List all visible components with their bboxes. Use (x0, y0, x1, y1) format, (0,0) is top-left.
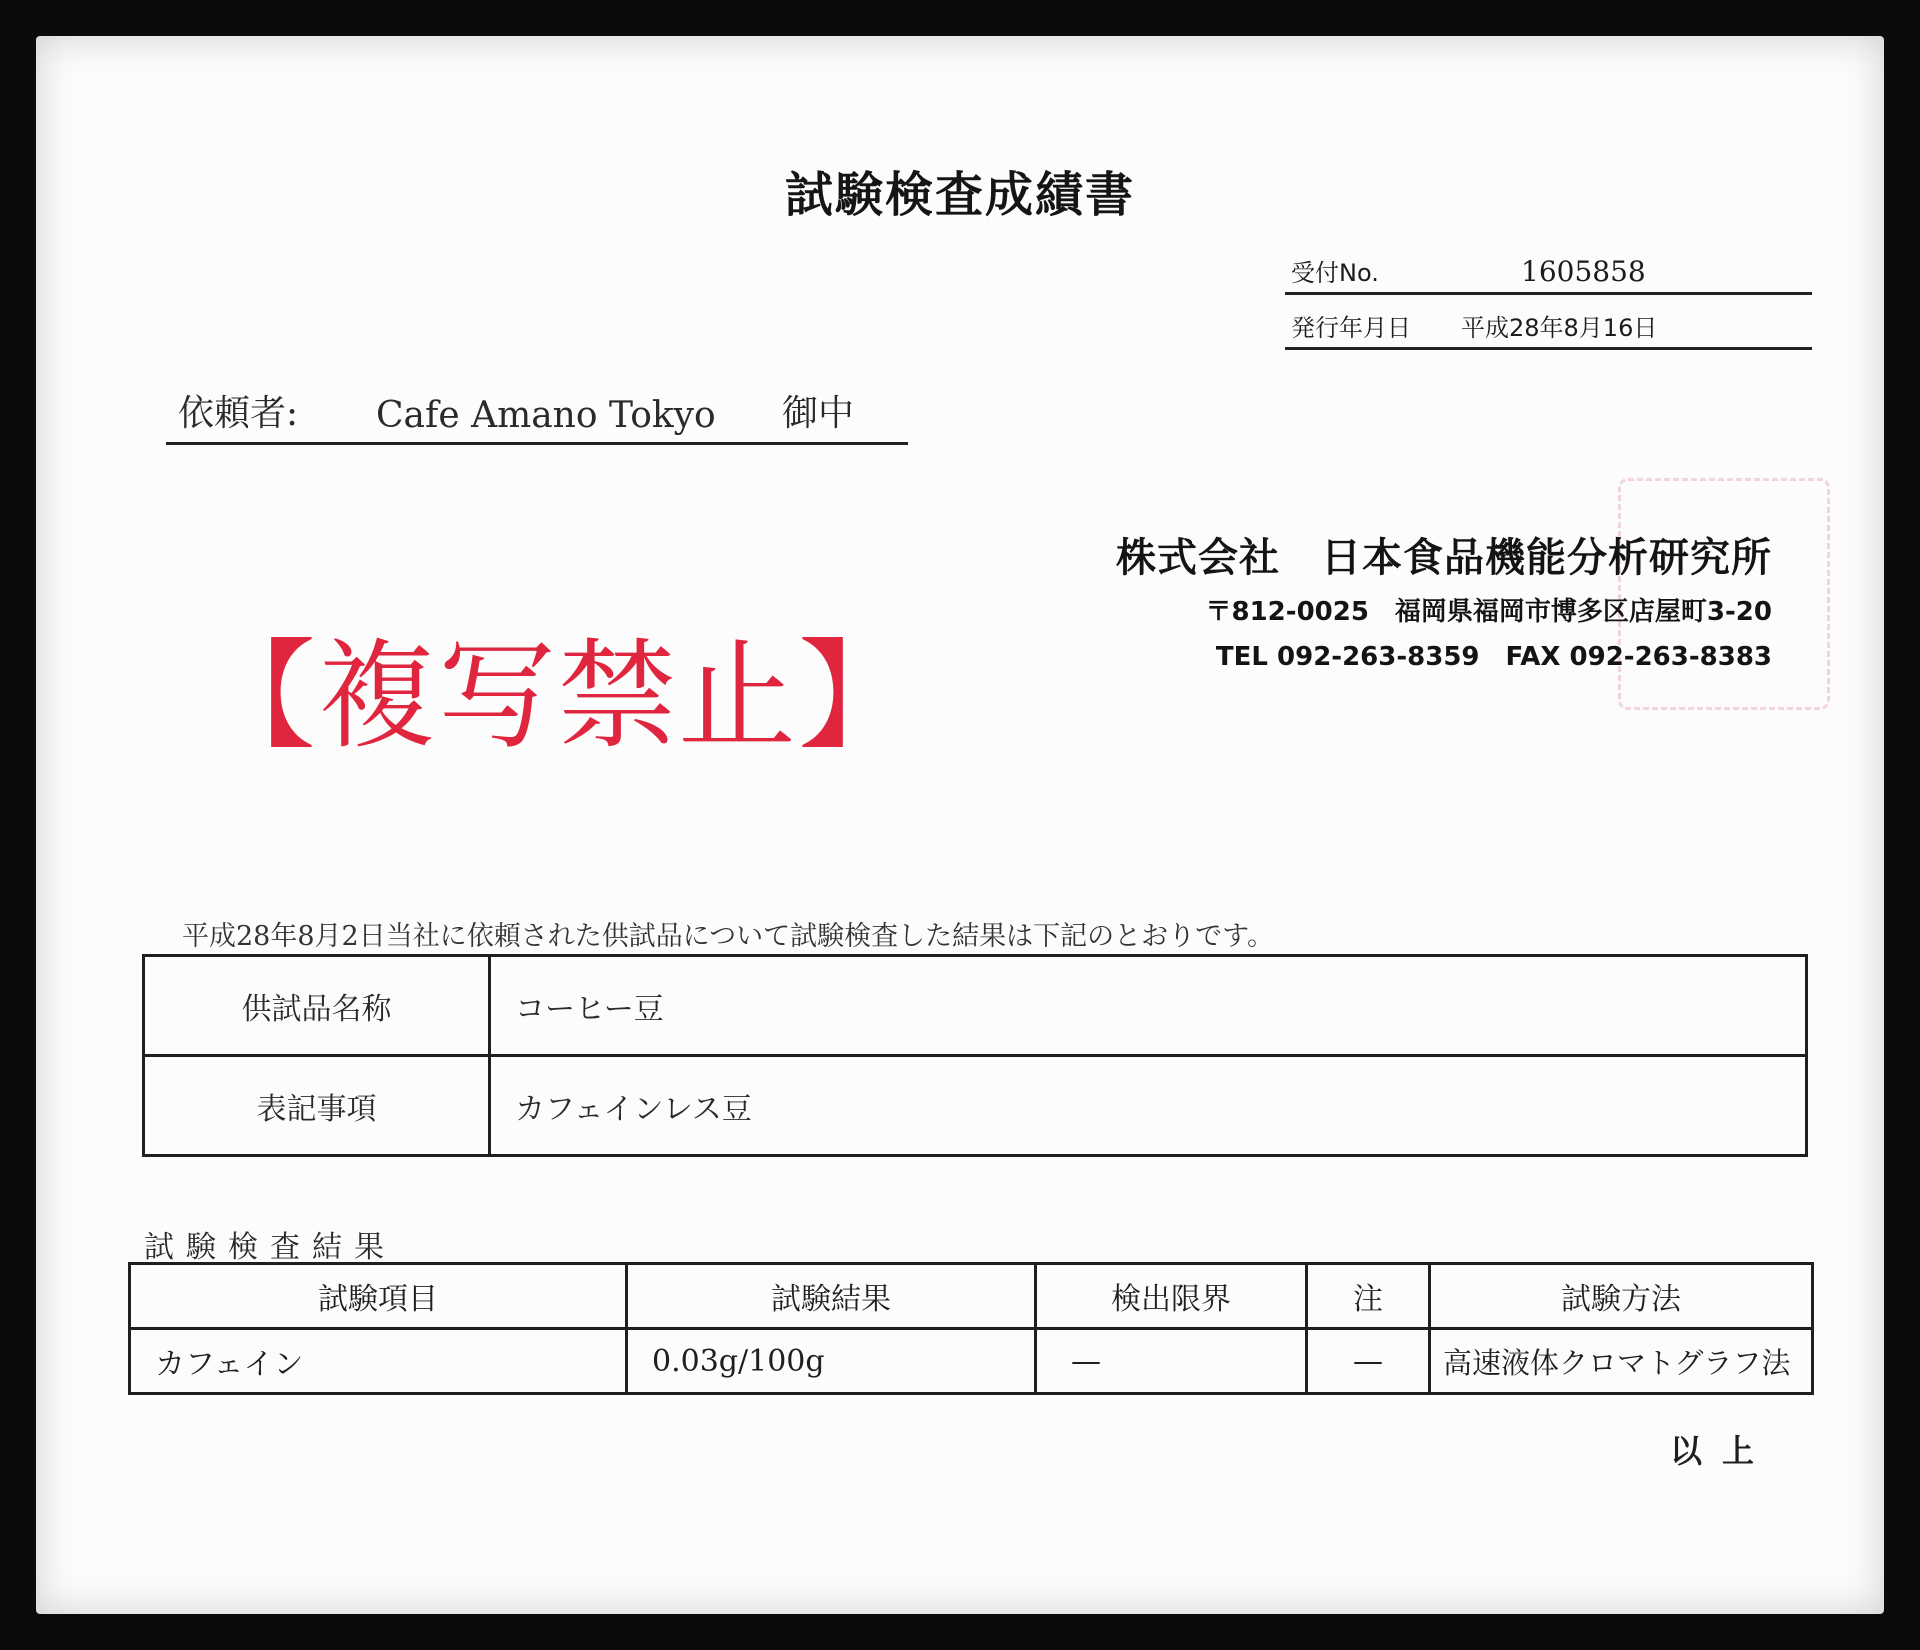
result-item: カフェイン (130, 1329, 627, 1394)
company-address: 〒812-0025 福岡県福岡市博多区店屋町3-20 (1205, 597, 1772, 627)
no-copy-watermark: 【複写禁止】 (198, 627, 919, 765)
receipt-number-row (1285, 246, 1812, 295)
issue-date-value: 平成28年8月16日 (1461, 314, 1658, 342)
result-method: 高速液体クロマトグラフ法 (1430, 1329, 1813, 1394)
labeling-label: 表記事項 (144, 1056, 490, 1156)
header-detection-limit: 検出限界 (1036, 1264, 1307, 1329)
table-row (144, 1056, 1807, 1156)
header-test-method: 試験方法 (1430, 1264, 1813, 1329)
company-name: 株式会社 日本食品機能分析研究所 (1116, 535, 1772, 581)
sample-name-label: 供試品名称 (144, 956, 490, 1056)
header-test-item: 試験項目 (130, 1264, 627, 1329)
results-heading: 試験検査結果 (144, 1230, 396, 1265)
issue-date-label: 発行年月日 (1291, 314, 1411, 342)
receipt-number-value: 1605858 (1521, 255, 1646, 288)
report-paper (36, 36, 1884, 1614)
header-test-result: 試験結果 (627, 1264, 1036, 1329)
results-table (128, 1262, 1814, 1395)
requester-line (166, 386, 908, 445)
requester-name: Cafe Amano Tokyo (376, 395, 716, 436)
document-end-mark: 以上 (1669, 1432, 1774, 1470)
company-phone-fax: TEL 092-263-8359 FAX 092-263-8383 (1215, 642, 1772, 672)
table-row (144, 956, 1807, 1056)
sample-name-value: コーヒー豆 (490, 956, 1807, 1056)
table-header-row (130, 1264, 1813, 1329)
labeling-value: カフェインレス豆 (490, 1056, 1807, 1156)
header-note: 注 (1307, 1264, 1430, 1329)
sample-info-table (142, 954, 1808, 1157)
result-detection-limit: — (1036, 1329, 1307, 1394)
document-title: 試験検査成績書 (784, 167, 1135, 223)
receipt-number-label: 受付No. (1291, 259, 1379, 287)
company-block (1116, 526, 1772, 673)
intro-statement: 平成28年8月2日当社に依頼された供試品について試験検査した結果は下記のとおりです。 (182, 921, 1275, 952)
requester-label: 依頼者: (178, 393, 299, 434)
requester-honorific: 御中 (782, 393, 855, 434)
result-note: — (1307, 1329, 1430, 1394)
issue-date-row (1285, 301, 1812, 350)
table-row (130, 1329, 1813, 1394)
result-value: 0.03g/100g (627, 1329, 1036, 1394)
